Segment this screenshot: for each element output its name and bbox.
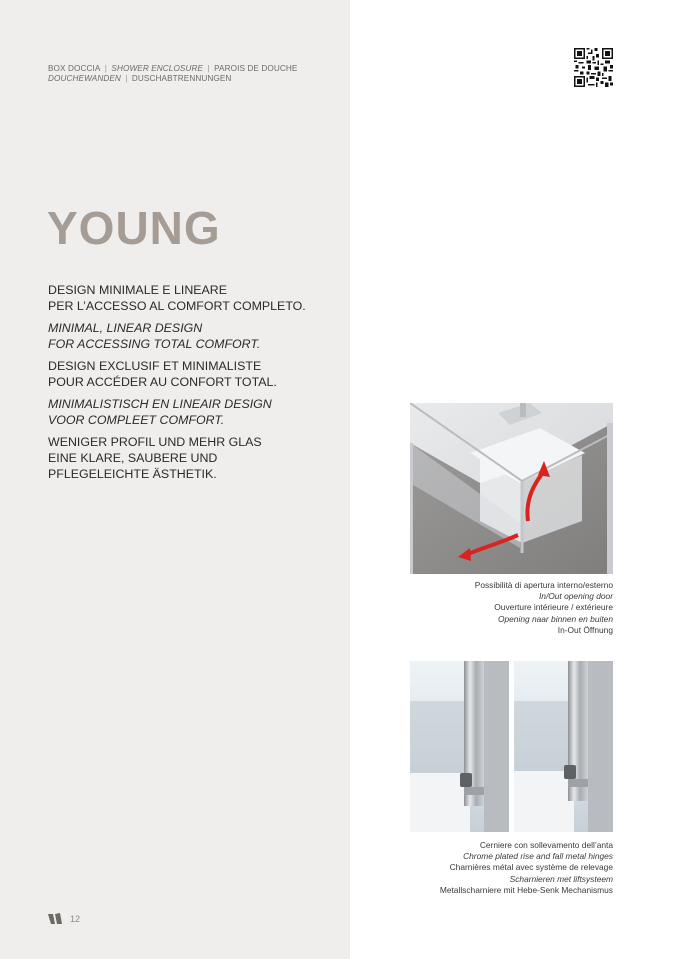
- caption-line: Possibilità di apertura interno/esterno: [474, 580, 613, 590]
- breadcrumb-item: DOUCHEWANDEN: [48, 74, 121, 83]
- caption-line: In-Out Öffnung: [557, 624, 613, 635]
- description-paragraph-fr: DESIGN EXCLUSIF ET MINIMALISTE POUR ACCÉDER AU CONFORT TOTAL.: [48, 359, 277, 389]
- breadcrumb-item: DUSCHABTRENNUNGEN: [131, 74, 232, 83]
- breadcrumb-item: BOX DOCCIA: [48, 64, 101, 73]
- caption-line: Charnières métal avec système de relevage: [449, 862, 613, 873]
- breadcrumb: [48, 64, 297, 84]
- description: [48, 282, 343, 488]
- caption-line: Cerniere con sollevamento dell’anta: [479, 840, 613, 850]
- brand-logo-icon: [48, 913, 62, 925]
- hinge-lifted-photo: [514, 661, 613, 832]
- description-paragraph-en: MINIMAL, LINEAR DESIGN FOR ACCESSING TOTAL COMFORT.: [48, 321, 261, 351]
- page-title: YOUNG: [47, 202, 221, 254]
- caption-opening: [475, 580, 613, 636]
- caption-line: Opening naar binnen en buiten: [497, 613, 613, 624]
- shower-opening-photo: [410, 403, 613, 574]
- breadcrumb-item: SHOWER ENCLOSURE: [111, 64, 204, 73]
- caption-line: Ouverture intérieure / extérieure: [494, 602, 613, 613]
- caption-line: Scharnieren met liftsysteem: [509, 873, 613, 884]
- caption-hinges: [440, 840, 613, 896]
- qr-code-icon[interactable]: [574, 48, 613, 87]
- description-paragraph-nl: MINIMALISTISCH EN LINEAIR DESIGN VOOR COMPLEET COMFORT.: [48, 397, 272, 427]
- breadcrumb-item: PAROIS DE DOUCHE: [214, 64, 298, 73]
- page-number: 12: [70, 914, 81, 924]
- description-paragraph-de: WENIGER PROFIL UND MEHR GLAS EINE KLARE, SAUBERE UND PFLEGELEICHTE ÄSTHETIK.: [48, 435, 262, 481]
- breadcrumb-line-1: BOX DOCCIA | SHOWER ENCLOSURE | PAROIS DE DOUCHE: [48, 64, 298, 73]
- hinge-closed-photo: [410, 661, 509, 832]
- description-paragraph-it: DESIGN MINIMALE E LINEARE PER L’ACCESSO AL COMFORT COMPLETO.: [48, 283, 306, 313]
- caption-line: In/Out opening door: [538, 591, 613, 602]
- caption-line: Metallscharniere mit Hebe-Senk Mechanismus: [439, 884, 613, 895]
- caption-line: Chrome plated rise and fall metal hinges: [463, 851, 613, 862]
- breadcrumb-line-2: DOUCHEWANDEN | DUSCHABTRENNUNGEN: [48, 74, 232, 83]
